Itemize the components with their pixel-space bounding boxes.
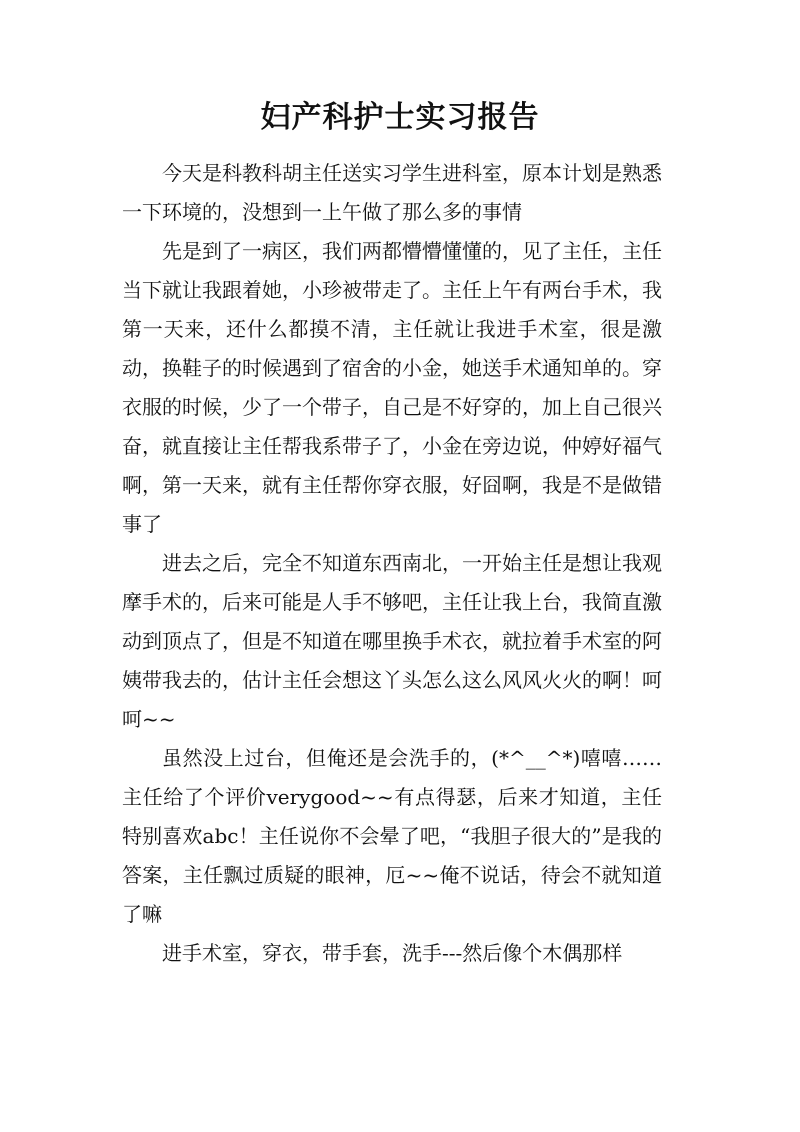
paragraph: 今天是科教科胡主任送实习学生进科室，原本计划是熟悉一下环境的，没想到一上午做了那么多的事情 — [122, 161, 662, 224]
paragraph: 进手术室，穿衣，带手套，洗手---然后像个木偶那样 — [162, 941, 623, 965]
paragraph: 进去之后，完全不知道东西南北，一开始主任是想让我观摩手术的，后来可能是人手不够吧，主任让我上台，我简直激动到顶点了，但是不知道在哪里换手术衣，就拉着手术室的阿姨带我去的，估计主任会想这丫头怎么这么风风火火的啊！呵呵~~ — [122, 551, 662, 731]
paragraph: 先是到了一病区，我们两都懵懵懂懂的，见了主任，主任当下就让我跟着她，小珍被带走了。主任上午有两台手术，我第一天来，还什么都摸不清，主任就让我进手术室，很是激动，换鞋子的时候遇到了宿舍的小金，她送手术通知单的。穿衣服的时候，少了一个带子，自己是不好穿的，加上自己很兴奋，就直接让主任帮我系带子了，小金在旁边说，仲婷好福气啊，第一天来，就有主任帮你穿衣服，好囧啊，我是不是做错事了 — [122, 239, 662, 536]
document-title: 妇产科护士实习报告 — [260, 100, 540, 135]
document-body — [122, 154, 662, 973]
paragraph: 虽然没上过台，但俺还是会洗手的，(*^__^*)嘻嘻……主任给了个评价verygood~~有点得瑟，后来才知道，主任特别喜欢abc！主任说你不会晕了吧，“我胆子很大的”是我的答案，主任飘过质疑的眼神，厄~~俺不说话，待会不就知道了嘛 — [122, 746, 662, 926]
